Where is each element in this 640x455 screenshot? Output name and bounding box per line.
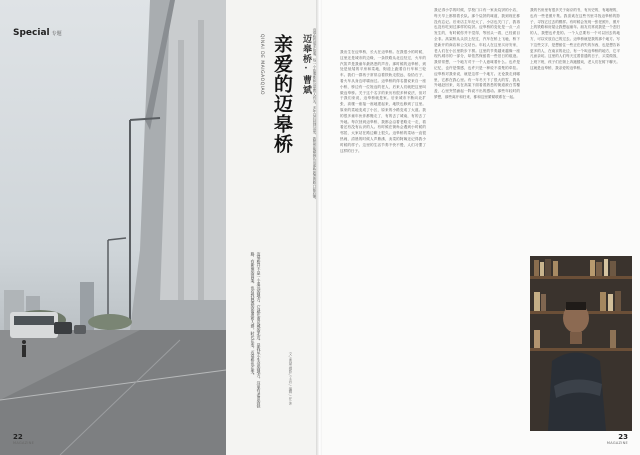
section-label-sub: 专题 xyxy=(51,31,62,37)
article-author: 迈皋桥·曹斌 xyxy=(301,34,311,95)
article-title: 亲爱的迈皋桥 xyxy=(271,34,293,154)
magazine-name-left: MAGAZINE xyxy=(13,441,35,445)
page-number-right xyxy=(607,433,628,445)
body-column-3: 我的书房里有很多关于南京的书，有历史的，有地理的，也有一些老照片集。我喜欢在这些书里寻找迈皋桥的影子，寻找它过去的模样。有时候会发现一张老照片，照片上的铁路和房屋让我想起童年。朋友们常说我是一个恋旧的人，我想也许是的。一个人总要有一个可以回去的地方，可以安放自己的过去。迈皋桥就是我的那个地方。写下这些文字，是想留住一些正在消失的东西，也是想告诉更多的人，在南京的北边，有一个叫迈皋桥的地方，它平凡而亲切。这里的人们每天过着普通的日子，买菜做饭，上班下班，孩子们在街上奔跑嬉戏，老人们在树下聊天。这就是迈皋桥，我亲爱的迈皋桥。 xyxy=(530,8,620,70)
section-label-main: Special xyxy=(13,28,50,38)
page-number-right-value: 23 xyxy=(618,433,628,441)
section-label xyxy=(13,28,62,38)
title-pinyin: QINAI DE MAIGAOQIAO xyxy=(259,34,264,96)
left-page xyxy=(0,0,318,455)
right-page xyxy=(322,0,640,455)
author-portrait-photo xyxy=(530,256,632,431)
magazine-name-right: MAGAZINE xyxy=(606,441,628,445)
body-column-2: 我记得小学的时候，学校门口有一家卖烧饼的小店，每天早上都排着长队。那个烧饼的味道，我到现在都没有忘记。后来店主年纪大了，小店也关门了，我再也没有吃到过那样的烧饼。迈皋桥的变化是一点一点发生的，有时候你并不觉得，等回头一看，已经面目全非。高架桥从头顶上经过，汽车在桥上飞驰，桥下是新开的商店和公交站台。年轻人在这里买房安家，老人们在小区里散步下棋。这里的节奏越来越像一座现代城市的一部分，却依然保留着一些旧日的痕迹。我常常想，一个地方对于一个人意味着什么。也许是记忆，也许是情感，也许只是一种说不清楚的牵挂。迈皋桥对我来说，就是这样一个地方。无论我走到哪里，它都在我心里。有一年冬天下了很大的雪，我从外地赶回来，站在高架下面看着熟悉的街道被白雪覆盖，心里突然涌起一阵说不出的感动。那些年轻时的梦想，那些离开和归来，都和这里紧紧联系在一起。 xyxy=(434,8,520,99)
elevated-road-scene-illustration xyxy=(0,0,226,455)
page-number-left-value: 22 xyxy=(13,433,23,441)
left-page-body: 迈皋桥有很多故事，每一个故事都和这里的人有关。多年以后回到这里，我依然能够辨认出那些熟悉的路口和店铺。 xyxy=(312,28,316,202)
page-number-left xyxy=(13,433,34,445)
article-intro: 迈皋桥并不是一个遥远的地方，它就在南京城的北边，是我从小生活的地方。这里有老旧的铁路，有新建的高架，也有我熟悉的街道和人群。时代在变，迈皋桥也在变。 xyxy=(251,252,262,408)
street-photo xyxy=(0,0,226,455)
body-column-1: 我出生在迈皋桥，长大在迈皋桥。在我很小的时候，这里还是城市的边缘，一条铁路从北边经过，火车的汽笛声是我童年最熟悉的声音。那时候的迈皋桥，到处是低矮的平房和菜地，街道上跑着自行车和三轮车。我们一群孩子常常沿着铁轨走很远，捡拾石子，看火车从身边呼啸而过。迈皋桥的得名据说来自一座小桥，桥边有一位姓迈的老人，后来人们就把这里叫做迈皋桥。关于这个名字的来历有很多种说法，但对于我们来说，迈皋桥就是家。后来城市不断向北扩张，高楼一座接一座地建起来，地铁也修到了这里。原来的菜地变成了小区，原来的小路变成了大道。我的很多童年伙伴都搬走了，有的去了城南，有的去了外地。每次回到迈皋桥，我都会沿着老路走一走，看看还有没有认识的人。有时候在街角会遇到小时候的邻居，大家站在路边聊上很久。迈皋桥的菜场一直很热闹，清晨的时候人声鼎沸，卖菜的阿姨还记得我小时候的样子。这里的生活节奏不快不慢，人们习惯了这样的日子。 xyxy=(340,50,426,153)
article-credit: 文 / 曹斌 摄影 / 王岩 / 编辑 / 任 沐 xyxy=(288,352,292,405)
bookshelf-portrait-illustration xyxy=(530,256,632,431)
